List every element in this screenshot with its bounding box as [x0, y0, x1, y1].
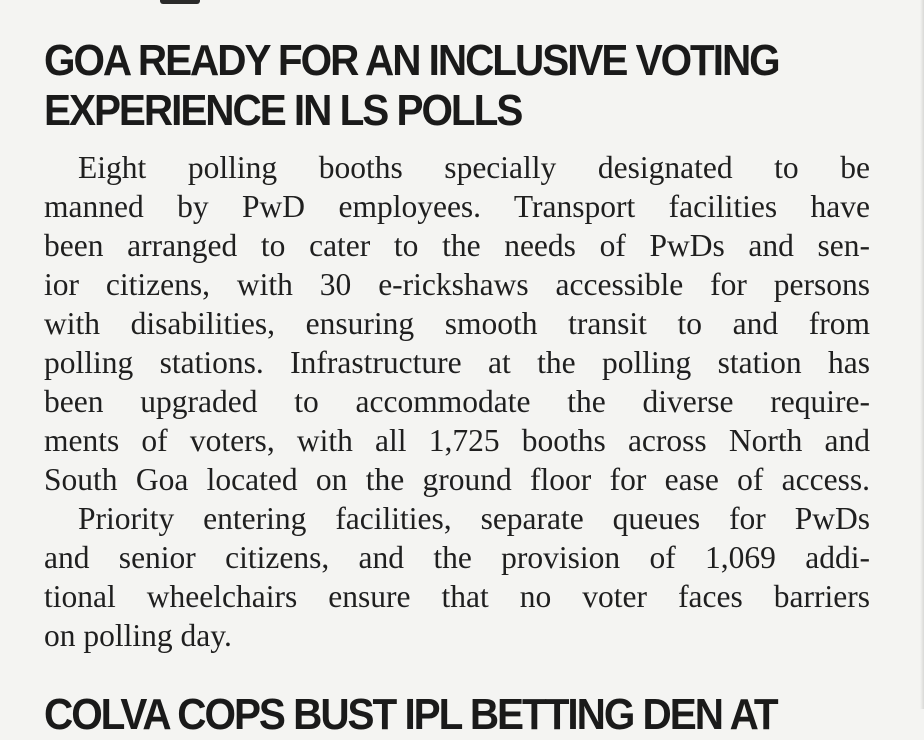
paragraph-1	[44, 148, 870, 499]
paragraph-line: been arranged to cater to the needs of PwDs and sen-	[44, 228, 870, 263]
paragraph-line: and senior citizens, and the provision of 1,069 addi-	[44, 540, 870, 575]
paragraph-line: Eight polling booths specially designated to be	[78, 150, 870, 185]
article-headline	[44, 36, 872, 136]
paragraph-line: Priority entering facilities, separate queues for PwDs	[78, 501, 870, 536]
next-article-headline: COLVA COPS BUST IPL BETTING DEN AT	[44, 690, 777, 739]
page-edge	[920, 0, 924, 709]
paragraph-line: on polling day.	[44, 618, 232, 653]
headline-line-2: EXPERIENCE IN LS POLLS	[44, 86, 522, 135]
paragraph-line: manned by PwD employees. Transport facilities have	[44, 189, 870, 224]
article-body	[44, 148, 870, 655]
previous-article-fragment	[160, 0, 200, 4]
news-article	[44, 36, 870, 655]
paragraph-2	[44, 499, 870, 655]
paragraph-line: South Goa located on the ground floor for ease of access.	[44, 462, 870, 497]
paragraph-line: ior citizens, with 30 e-rickshaws accessible for persons	[44, 267, 870, 302]
paragraph-line: ments of voters, with all 1,725 booths across North and	[44, 423, 870, 458]
headline-line-1: GOA READY FOR AN INCLUSIVE VOTING	[44, 36, 779, 85]
paragraph-line: polling stations. Infrastructure at the polling station has	[44, 345, 870, 380]
paragraph-line: tional wheelchairs ensure that no voter faces barriers	[44, 579, 870, 614]
paragraph-line: with disabilities, ensuring smooth transit to and from	[44, 306, 870, 341]
paragraph-line: been upgraded to accommodate the diverse require-	[44, 384, 870, 419]
